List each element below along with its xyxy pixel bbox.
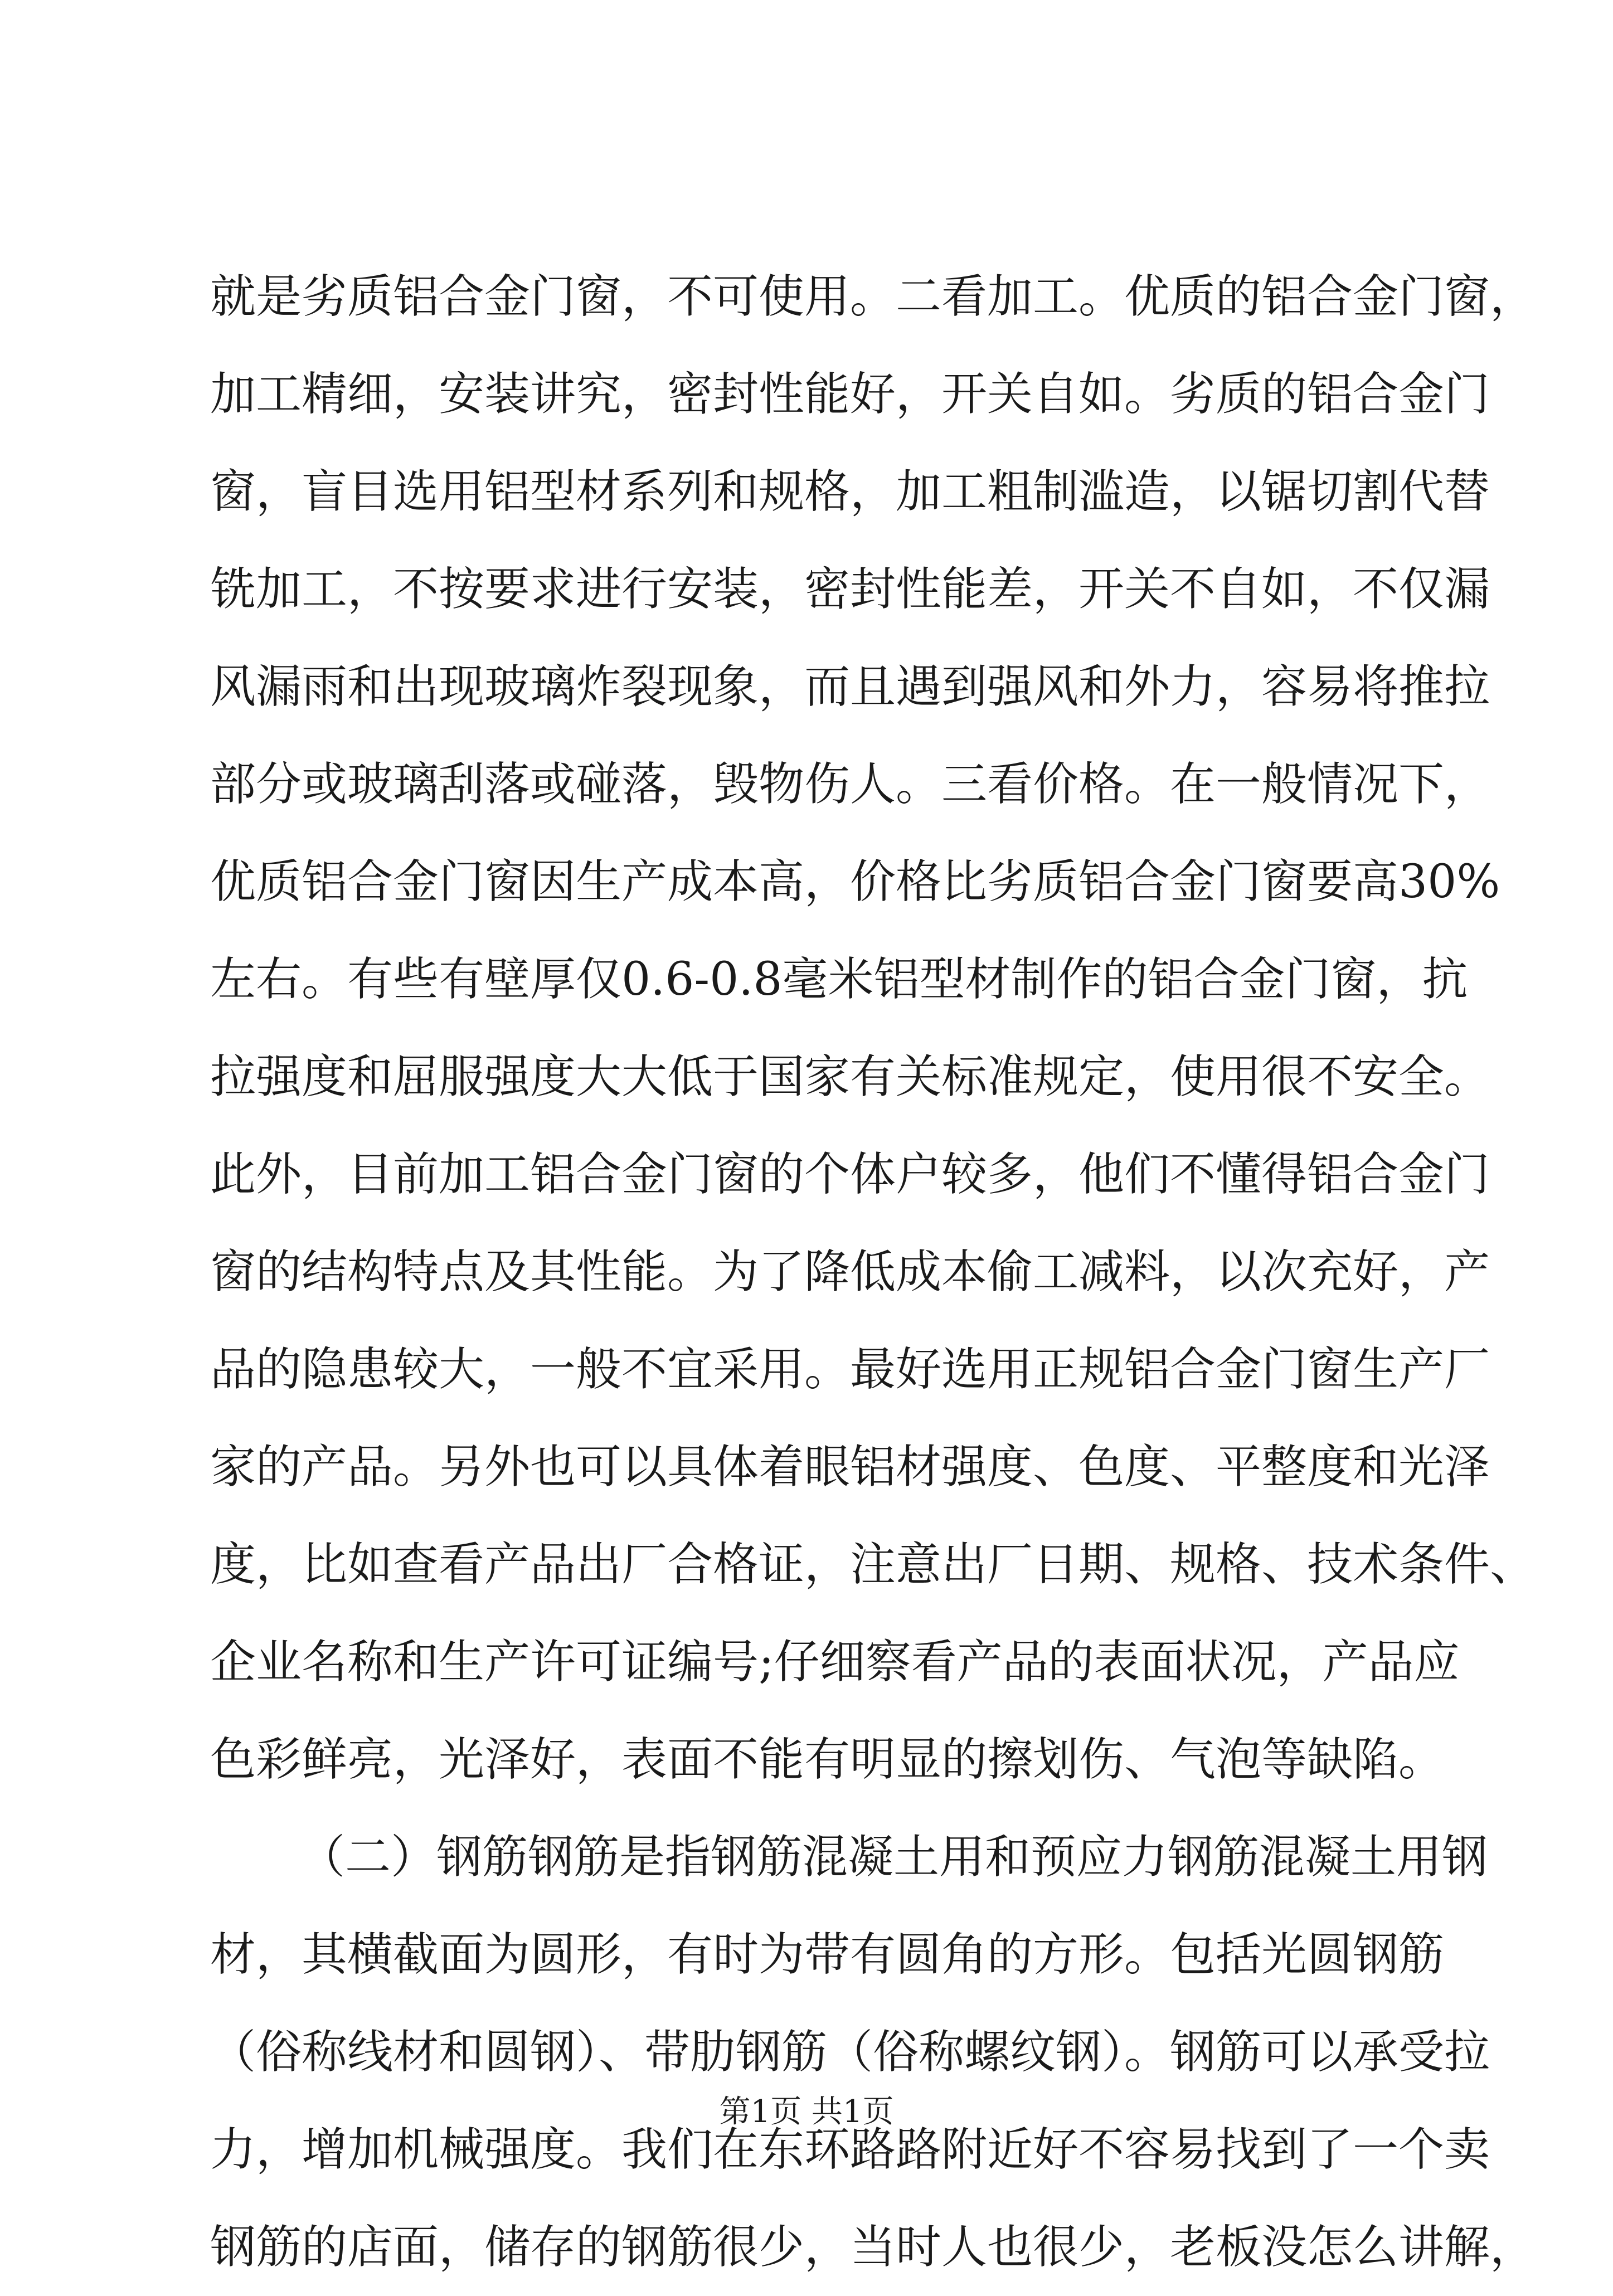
text-line: 拉强度和屈服强度大大低于国家有关标准规定，使用很不安全。 bbox=[210, 1050, 1490, 1103]
text-line: 左右。有些有壁厚仅0.6-0.8毫米铝型材制作的铝合金门窗，抗 bbox=[210, 953, 1468, 1006]
text-line: 就是劣质铝合金门窗，不可使用。二看加工。优质的铝合金门窗， bbox=[210, 270, 1536, 323]
text-line: 此外，目前加工铝合金门窗的个体户较多，他们不懂得铝合金门 bbox=[210, 1148, 1490, 1201]
text-line: 铣加工，不按要求进行安装，密封性能差，开关不自如，不仅漏 bbox=[210, 563, 1490, 616]
text-line: 家的产品。另外也可以具体着眼铝材强度、色度、平整度和光泽 bbox=[210, 1441, 1490, 1494]
text-line: 企业名称和生产许可证编号;仔细察看产品的表面状况，产品应 bbox=[210, 1636, 1460, 1689]
page-footer: 第1页 共1页 bbox=[719, 2094, 894, 2130]
paragraph-end-line: 色彩鲜亮，光泽好，表面不能有明显的擦划伤、气泡等缺陷。 bbox=[210, 1733, 1445, 1786]
text-line: 部分或玻璃刮落或碰落，毁物伤人。三看价格。在一般情况下， bbox=[210, 758, 1490, 811]
paragraph-start-line: （二）钢筋钢筋是指钢筋混凝土用和预应力钢筋混凝土用钢 bbox=[299, 1831, 1488, 1884]
text-line: 钢筋的店面，储存的钢筋很少，当时人也很少，老板没怎么讲解， bbox=[210, 2221, 1536, 2274]
text-line: （俗称线材和圆钢）、带肋钢筋（俗称螺纹钢）。钢筋可以承受拉 bbox=[210, 2026, 1490, 2079]
text-line: 材，其横截面为圆形，有时为带有圆角的方形。包括光圆钢筋 bbox=[210, 1928, 1445, 1981]
text-line: 风漏雨和出现玻璃炸裂现象，而且遇到强风和外力，容易将推拉 bbox=[210, 660, 1490, 713]
text-line: 优质铝合金门窗因生产成本高，价格比劣质铝合金门窗要高30% bbox=[210, 855, 1500, 908]
text-line: 窗的结构特点及其性能。为了降低成本偷工减料，以次充好，产 bbox=[210, 1246, 1490, 1298]
body-text bbox=[210, 248, 1536, 2296]
text-line: 力，增加机械强度。我们在东环路路附近好不容易找到了一个卖 bbox=[210, 2123, 1490, 2176]
text-line: 品的隐患较大，一般不宜采用。最好选用正规铝合金门窗生产厂 bbox=[210, 1343, 1490, 1396]
text-line: 窗，盲目选用铝型材系列和规格，加工粗制滥造，以锯切割代替 bbox=[210, 465, 1490, 518]
text-line: 加工精细，安装讲究，密封性能好，开关自如。劣质的铝合金门 bbox=[210, 368, 1490, 421]
text-line: 度，比如查看产品出厂合格证，注意出厂日期、规格、技术条件、 bbox=[210, 1538, 1536, 1591]
